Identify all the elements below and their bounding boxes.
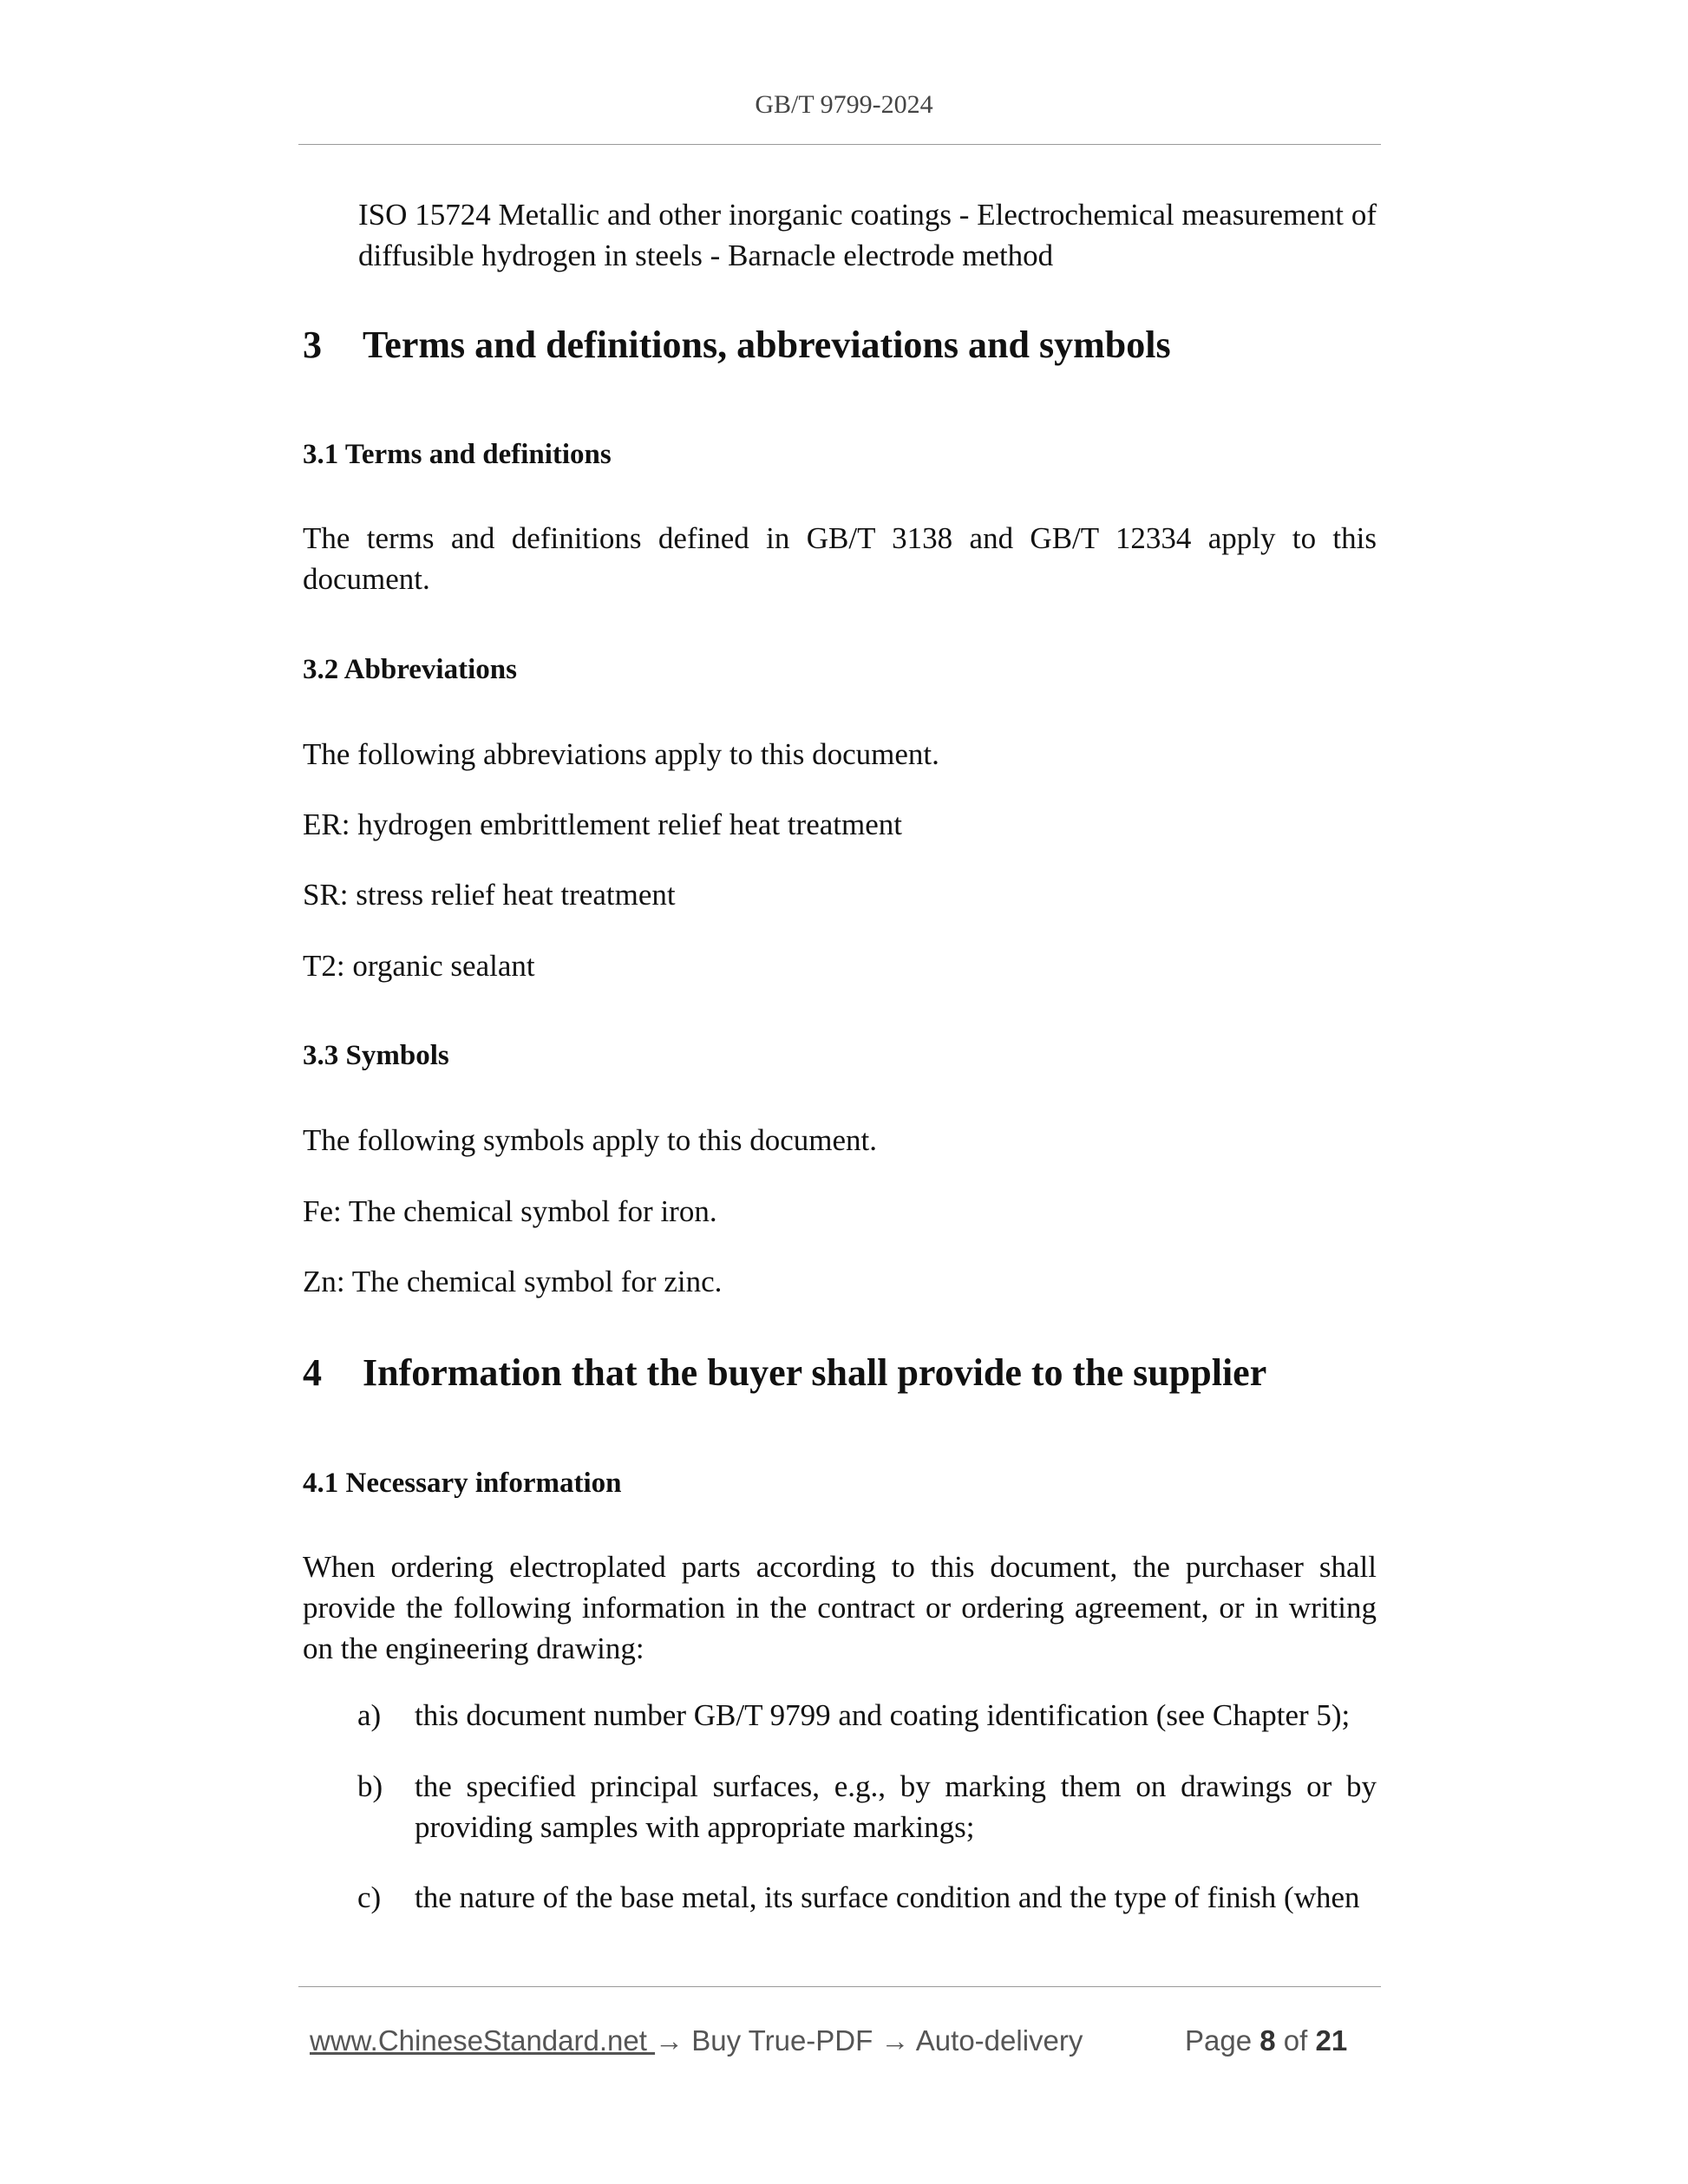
footer-rule — [298, 1986, 1381, 1987]
ordering-paragraph: When ordering electroplated parts according to this document, the purchaser shall provide the following information in the contract or ordering agreement, or in writing on the engineering drawing: — [303, 1550, 1377, 1665]
list-item-a-marker: a) — [357, 1698, 382, 1732]
page-current: 8 — [1259, 2024, 1276, 2056]
footer-promo — [310, 2024, 1083, 2057]
subsection-3-1-body — [303, 518, 1377, 599]
section-3-number: 3 — [303, 324, 322, 366]
arrow-right-icon: → — [655, 2024, 684, 2056]
subsection-3-1-heading: 3.1 Terms and definitions — [303, 439, 612, 470]
list-item-a-text: this document number GB/T 9799 and coating identification (see Chapter 5); — [415, 1698, 1351, 1732]
subsection-3-3-heading: 3.3 Symbols — [303, 1040, 449, 1071]
subsection-3-2-heading: 3.2 Abbreviations — [303, 654, 517, 685]
symbol-fe: Fe: The chemical symbol for iron. — [303, 1194, 717, 1228]
page-label: Page — [1185, 2024, 1253, 2056]
document-number-header: GB/T 9799-2024 — [755, 90, 933, 119]
buy-true-pdf-text: Buy True-PDF — [684, 2024, 881, 2056]
page-indicator — [1185, 2024, 1347, 2057]
terms-paragraph: The terms and definitions defined in GB/T 3138 and GB/T 12334 apply to this document. — [303, 521, 1377, 596]
subsection-4-1-heading: 4.1 Necessary information — [303, 1468, 622, 1499]
normative-reference-entry — [358, 194, 1377, 276]
list-item-c-marker: c) — [357, 1880, 382, 1914]
chinese-standard-link[interactable]: www.ChineseStandard.net — [310, 2024, 656, 2056]
abbreviation-sr: SR: stress relief heat treatment — [303, 878, 676, 912]
list-item-b-text: the specified principal surfaces, e.g., by marking them on drawings or by providing samples with appropriate markings; — [415, 1769, 1377, 1844]
symbol-zn: Zn: The chemical symbol for zinc. — [303, 1265, 723, 1298]
list-item-c-text: the nature of the base metal, its surface condition and the type of finish (when — [415, 1880, 1360, 1914]
section-3-title: Terms and definitions, abbreviations and symbols — [363, 324, 1171, 366]
symbols-intro: The following symbols apply to this document. — [303, 1123, 878, 1157]
section-4-heading — [303, 1350, 1266, 1396]
abbreviation-er: ER: hydrogen embrittlement relief heat treatment — [303, 808, 902, 841]
abbreviations-intro: The following abbreviations apply to this document. — [303, 737, 939, 771]
iso-15724-reference: ISO 15724 Metallic and other inorganic coatings - Electrochemical measurement of diffusible hydrogen in steels - Barnacle electrode method — [358, 198, 1377, 272]
arrow-right-icon: → — [880, 2024, 910, 2056]
section-4-title: Information that the buyer shall provide to the supplier — [363, 1351, 1267, 1394]
subsection-4-1-body — [303, 1546, 1377, 1669]
header-rule — [298, 144, 1381, 145]
section-3-heading — [303, 323, 1171, 368]
of-label: of — [1283, 2024, 1308, 2056]
abbreviation-t2: T2: organic sealant — [303, 949, 535, 983]
auto-delivery-text: Auto-delivery — [909, 2024, 1083, 2056]
list-item-b-marker: b) — [357, 1769, 383, 1803]
section-4-number: 4 — [303, 1351, 322, 1394]
page-total: 21 — [1315, 2024, 1348, 2056]
